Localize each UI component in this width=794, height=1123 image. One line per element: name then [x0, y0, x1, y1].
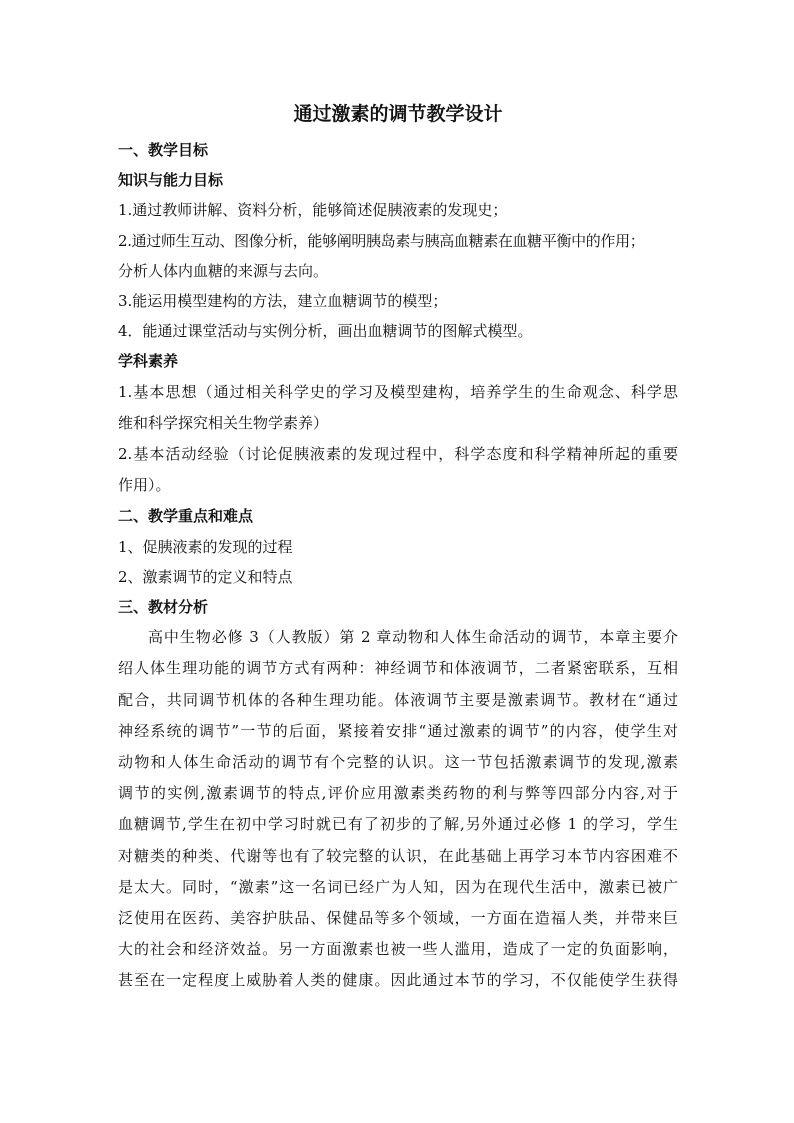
knowledge-item-3: 3.能运用模型建构的方法，建立血糖调节的模型； [118, 292, 448, 311]
literacy-item-1 [118, 377, 678, 439]
subheading-subject-literacy: 学科素养 [118, 352, 179, 371]
key-point-item-1: 1、促胰液素的发现的过程 [118, 537, 293, 556]
key-point-item-2: 2、激素调节的定义和特点 [118, 567, 293, 586]
knowledge-item-1: 1.通过教师讲解、资料分析，能够简述促胰液素的发现史； [118, 201, 508, 220]
literacy-item-1-line-1: 1.基本思想（通过相关科学史的学习及模型建构，培养学生的生命观念、科学思 [118, 382, 678, 401]
analysis-line: 配合，共同调节机体的各种生理功能。体液调节主要是激素调节。教材在“通过 [118, 690, 678, 709]
analysis-line: 甚至在一定程度上威胁着人类的健康。因此通过本节的学习，不仅能使学生获得 [118, 971, 678, 990]
textbook-analysis-paragraph [118, 622, 678, 996]
section-heading-key-points: 二、教学重点和难点 [118, 507, 254, 526]
analysis-line: 调节的实例,激素调节的特点,评价应用激素类药物的利与弊等四部分内容,对于 [118, 784, 678, 803]
analysis-line: 大的社会和经济效益。另一方面激素也被一些人滥用，造成了一定的负面影响， [118, 940, 678, 959]
analysis-line: 绍人体生理功能的调节方式有两种：神经调节和体液调节，二者紧密联系，互相 [118, 659, 678, 678]
literacy-item-2-line-1: 2.基本活动经验（讨论促胰液素的发现过程中，科学态度和科学精神所起的重要 [118, 445, 678, 464]
section-heading-teaching-goals: 一、教学目标 [118, 141, 209, 159]
knowledge-item-2: 2.通过师生互动、图像分析，能够阐明胰岛素与胰高血糖素在血糖平衡中的作用； [118, 231, 645, 250]
document-body [118, 100, 678, 997]
subheading-knowledge-ability: 知识与能力目标 [118, 171, 224, 190]
document-title: 通过激素的调节教学设计 [293, 103, 503, 125]
literacy-item-2 [118, 439, 678, 501]
literacy-item-1-line-2: 维和科学探究相关生物学素养） [118, 413, 329, 432]
analysis-line: 血糖调节,学生在初中学习时就已有了初步的了解,另外通过必修 1 的学习，学生 [118, 815, 678, 834]
literacy-item-2-line-2: 作用）。 [118, 476, 171, 495]
analysis-line: 高中生物必修 3（人教版）第 2 章动物和人体生命活动的调节，本章主要介 [148, 628, 678, 647]
knowledge-item-2-continued: 分析人体内血糖的来源与去向。 [118, 261, 329, 280]
analysis-line: 对糖类的种类、代谢等也有了较完整的认识，在此基础上再学习本节内容困难不 [118, 846, 678, 865]
analysis-line: 是太大。同时，“激素”这一名词已经广为人知，因为在现代生活中，激素已被广 [118, 877, 678, 896]
analysis-line: 神经系统的调节”一节的后面，紧接着安排“通过激素的调节”的内容，使学生对 [118, 721, 678, 740]
knowledge-item-4: 4．能通过课堂活动与实例分析，画出血糖调节的图解式模型。 [118, 322, 533, 341]
analysis-line: 泛使用在医药、美容护肤品、保健品等多个领域，一方面在造福人类，并带来巨 [118, 909, 678, 928]
section-heading-textbook-analysis: 三、教材分析 [118, 598, 209, 617]
analysis-line: 动物和人体生命活动的调节有个完整的认识。这一节包括激素调节的发现,激素 [118, 753, 678, 772]
